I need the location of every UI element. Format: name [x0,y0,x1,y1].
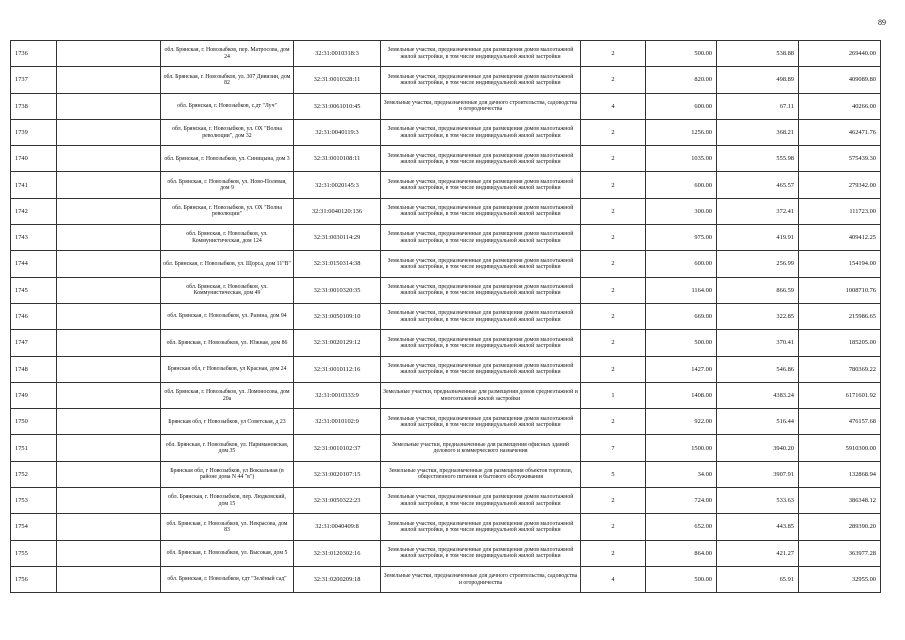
table-row [11,172,881,198]
row-number: 1744 [11,251,57,277]
usage-group-cell: 2 [581,198,646,224]
cadastral-number-cell: 32:31:0020107:15 [294,461,381,487]
area-cell: 1256.00 [646,119,717,145]
unit-value-cell: 421.27 [717,540,799,566]
usage-type-cell: Земельные участки, предназначенные для размещения домов малоэтажной жилой застройки, в том числе индивидуальной жилой застройки [381,540,581,566]
cadastral-number-cell: 32:31:0040119:3 [294,119,381,145]
row-number: 1756 [11,566,57,592]
address-cell: обл. Брянская, г. Новозыбков, пер. Матросова, дом 24 [161,41,294,67]
row-number: 1741 [11,172,57,198]
address-cell: обл. Брянская, г. Новозыбков, ул. Коммунистическая, дом 124 [161,225,294,251]
row-number: 1742 [11,198,57,224]
row-number: 1743 [11,225,57,251]
blank-cell [57,382,161,408]
address-cell: обл. Брянская, г. Новозыбков, ул. Высокая, дом 5 [161,540,294,566]
usage-type-cell: Земельные участки, предназначенные для размещения домов малоэтажной жилой застройки, в том числе индивидуальной жилой застройки [381,172,581,198]
usage-type-cell: Земельные участки, предназначенные для размещения домов малоэтажной жилой застройки, в том числе индивидуальной жилой застройки [381,303,581,329]
usage-group-cell: 2 [581,540,646,566]
area-cell: 820.00 [646,67,717,93]
usage-group-cell: 2 [581,409,646,435]
row-number: 1751 [11,435,57,461]
blank-cell [57,146,161,172]
cadastral-value-cell: 154194.00 [799,251,881,277]
unit-value-cell: 555.98 [717,146,799,172]
cadastral-value-cell: 40266.00 [799,93,881,119]
table-row [11,198,881,224]
area-cell: 975.00 [646,225,717,251]
row-number: 1747 [11,330,57,356]
cadastral-number-cell: 32:31:0010102:37 [294,435,381,461]
address-cell: обл. Брянская, г. Новозыбков, ул. ОХ "Волна революции" [161,198,294,224]
table-row [11,41,881,67]
area-cell: 724.00 [646,488,717,514]
usage-type-cell: Земельные участки, предназначенные для дачного строительства, садоводства и огородничества [381,566,581,592]
cadastral-number-cell: 32:31:0120302:16 [294,540,381,566]
table-row [11,566,881,592]
row-number: 1753 [11,488,57,514]
table-row [11,330,881,356]
table-row [11,146,881,172]
address-cell: обл. Брянская, г. Новозыбков, ул. 307 Дивизии, дом 82 [161,67,294,93]
address-cell: обл. Брянская, г. Новозыбков, ул. Южная, дом 86 [161,330,294,356]
table-row [11,409,881,435]
area-cell: 500.00 [646,41,717,67]
cadastral-value-cell: 32955.00 [799,566,881,592]
table-row [11,93,881,119]
usage-group-cell: 4 [581,93,646,119]
row-number: 1745 [11,277,57,303]
table-row [11,382,881,408]
area-cell: 34.00 [646,461,717,487]
cadastral-number-cell: 32:31:0020145:3 [294,172,381,198]
cadastral-number-cell: 32:31:0061010:45 [294,93,381,119]
usage-type-cell: Земельные участки, предназначенные для размещения домов среднеэтажной и многоэтажной жилой застройки [381,382,581,408]
blank-cell [57,303,161,329]
area-cell: 600.00 [646,251,717,277]
cadastral-value-cell: 1008710.76 [799,277,881,303]
blank-cell [57,488,161,514]
usage-type-cell: Земельные участки, предназначенные для размещения домов малоэтажной жилой застройки, в том числе индивидуальной жилой застройки [381,251,581,277]
usage-type-cell: Земельные участки, предназначенные для размещения домов малоэтажной жилой застройки, в том числе индивидуальной жилой застройки [381,41,581,67]
cadastral-number-cell: 32:31:0010102:9 [294,409,381,435]
cadastral-value-cell: 5910300.00 [799,435,881,461]
address-cell: обл. Брянская, г. Новозыбков, ул. Наримановская, дом 35 [161,435,294,461]
unit-value-cell: 866.59 [717,277,799,303]
area-cell: 1035.00 [646,146,717,172]
usage-type-cell: Земельные участки, предназначенные для размещения объектов торговли, общественного питания и бытового обслуживания [381,461,581,487]
area-cell: 652.00 [646,514,717,540]
cadastral-value-cell: 6171601.92 [799,382,881,408]
area-cell: 669.00 [646,303,717,329]
area-cell: 600.00 [646,172,717,198]
table-body [11,41,881,593]
address-cell: Брянская обл, г Новозыбков, ул Красная, дом 24 [161,356,294,382]
unit-value-cell: 465.57 [717,172,799,198]
usage-group-cell: 2 [581,251,646,277]
table-row [11,435,881,461]
usage-group-cell: 2 [581,146,646,172]
cadastral-number-cell: 32:31:0010318:3 [294,41,381,67]
cadastral-value-cell: 476157.68 [799,409,881,435]
usage-group-cell: 2 [581,67,646,93]
cadastral-value-cell: 279342.00 [799,172,881,198]
unit-value-cell: 65.91 [717,566,799,592]
blank-cell [57,566,161,592]
blank-cell [57,435,161,461]
usage-group-cell: 1 [581,382,646,408]
blank-cell [57,172,161,198]
address-cell: обл. Брянская, г. Новозыбков, сдт "Зелёный сад" [161,566,294,592]
cadastral-value-cell: 269440.00 [799,41,881,67]
page-number: 89 [878,18,886,27]
cadastral-value-cell: 185205.00 [799,330,881,356]
unit-value-cell: 370.41 [717,330,799,356]
table-row [11,67,881,93]
cadastral-number-cell: 32:31:0010320:35 [294,277,381,303]
cadastral-number-cell: 32:31:0010108:11 [294,146,381,172]
area-cell: 1408.00 [646,382,717,408]
address-cell: обл. Брянская, г. Новозыбков, ул. Некрасова, дом 83 [161,514,294,540]
cadastral-value-cell: 215986.65 [799,303,881,329]
area-cell: 600.00 [646,93,717,119]
row-number: 1738 [11,93,57,119]
usage-type-cell: Земельные участки, предназначенные для размещения домов малоэтажной жилой застройки, в том числе индивидуальной жилой застройки [381,356,581,382]
table-row [11,356,881,382]
address-cell: обл. Брянская, г. Новозыбков, ул. ОХ "Волна революции", дом 32 [161,119,294,145]
row-number: 1748 [11,356,57,382]
unit-value-cell: 372.41 [717,198,799,224]
usage-group-cell: 2 [581,514,646,540]
table-row [11,251,881,277]
usage-type-cell: Земельные участки, предназначенные для размещения домов малоэтажной жилой застройки, в том числе индивидуальной жилой застройки [381,198,581,224]
cadastral-number-cell: 32:31:0010333:9 [294,382,381,408]
blank-cell [57,198,161,224]
unit-value-cell: 67.11 [717,93,799,119]
blank-cell [57,93,161,119]
blank-cell [57,225,161,251]
usage-type-cell: Земельные участки, предназначенные для размещения домов малоэтажной жилой застройки, в том числе индивидуальной жилой застройки [381,409,581,435]
cadastral-number-cell: 32:31:0010112:16 [294,356,381,382]
usage-group-cell: 2 [581,488,646,514]
blank-cell [57,461,161,487]
area-cell: 1500.00 [646,435,717,461]
cadastral-value-cell: 132868.94 [799,461,881,487]
blank-cell [57,277,161,303]
area-cell: 922.00 [646,409,717,435]
table-row [11,277,881,303]
cadastral-number-cell: 32:31:0050322:23 [294,488,381,514]
blank-cell [57,41,161,67]
address-cell: обл. Брянская, г. Новозыбков, пер. Людковский, дом 15 [161,488,294,514]
cadastral-number-cell: 32:31:0010328:11 [294,67,381,93]
address-cell: Брянская обл, г Новозыбков, ул Советская, д 23 [161,409,294,435]
row-number: 1752 [11,461,57,487]
cadastral-value-cell: 363977.28 [799,540,881,566]
usage-type-cell: Земельные участки, предназначенные для размещения домов малоэтажной жилой застройки, в том числе индивидуальной жилой застройки [381,514,581,540]
blank-cell [57,540,161,566]
row-number: 1737 [11,67,57,93]
address-cell: обл. Брянская, г. Новозыбков, ул. Ломоносова, дом 20а [161,382,294,408]
cadastral-value-cell: 289390.20 [799,514,881,540]
usage-type-cell: Земельные участки, предназначенные для размещения домов малоэтажной жилой застройки, в том числе индивидуальной жилой застройки [381,67,581,93]
usage-group-cell: 4 [581,566,646,592]
unit-value-cell: 516.44 [717,409,799,435]
unit-value-cell: 368.21 [717,119,799,145]
table-row [11,225,881,251]
usage-group-cell: 2 [581,119,646,145]
usage-group-cell: 2 [581,356,646,382]
usage-type-cell: Земельные участки, предназначенные для размещения офисных зданий делового и коммерческого назначения [381,435,581,461]
usage-type-cell: Земельные участки, предназначенные для размещения домов малоэтажной жилой застройки, в том числе индивидуальной жилой застройки [381,146,581,172]
table-row [11,461,881,487]
area-cell: 1427.00 [646,356,717,382]
land-register-table [10,40,881,593]
usage-group-cell: 5 [581,461,646,487]
usage-group-cell: 2 [581,277,646,303]
unit-value-cell: 3940.20 [717,435,799,461]
blank-cell [57,409,161,435]
usage-group-cell: 2 [581,330,646,356]
area-cell: 864.00 [646,540,717,566]
blank-cell [57,330,161,356]
area-cell: 500.00 [646,566,717,592]
row-number: 1746 [11,303,57,329]
unit-value-cell: 4383.24 [717,382,799,408]
usage-group-cell: 2 [581,303,646,329]
usage-type-cell: Земельные участки, предназначенные для дачного строительства, садоводства и огородничества [381,93,581,119]
unit-value-cell: 3907.91 [717,461,799,487]
cadastral-number-cell: 32:31:0030114:29 [294,225,381,251]
unit-value-cell: 322.85 [717,303,799,329]
usage-group-cell: 7 [581,435,646,461]
blank-cell [57,251,161,277]
cadastral-value-cell: 111723.00 [799,198,881,224]
area-cell: 1164.00 [646,277,717,303]
usage-group-cell: 2 [581,41,646,67]
address-cell: Брянская обл, г Новозыбков, ул Вокзальная (в районе дома N 44 "в") [161,461,294,487]
blank-cell [57,119,161,145]
cadastral-value-cell: 575439.30 [799,146,881,172]
row-number: 1754 [11,514,57,540]
cadastral-value-cell: 409412.25 [799,225,881,251]
table-row [11,303,881,329]
blank-cell [57,67,161,93]
address-cell: обл. Брянская, г. Новозыбков, ул. Разина, дом 94 [161,303,294,329]
blank-cell [57,514,161,540]
cadastral-value-cell: 409089.80 [799,67,881,93]
cadastral-number-cell: 32:31:0150314:38 [294,251,381,277]
row-number: 1740 [11,146,57,172]
row-number: 1749 [11,382,57,408]
cadastral-number-cell: 32:31:0020129:12 [294,330,381,356]
table-row [11,540,881,566]
cadastral-number-cell: 32:31:0050109:10 [294,303,381,329]
usage-type-cell: Земельные участки, предназначенные для размещения домов малоэтажной жилой застройки, в том числе индивидуальной жилой застройки [381,277,581,303]
table-row [11,119,881,145]
area-cell: 500.00 [646,330,717,356]
table-row [11,514,881,540]
row-number: 1736 [11,41,57,67]
unit-value-cell: 538.88 [717,41,799,67]
unit-value-cell: 533.63 [717,488,799,514]
area-cell: 300.00 [646,198,717,224]
address-cell: обл. Брянская, г. Новозыбков, ул. Щорса, дом 11"В" [161,251,294,277]
cadastral-number-cell: 32:31:0040120:136 [294,198,381,224]
unit-value-cell: 256.99 [717,251,799,277]
address-cell: обл. Брянская, г. Новозыбков, с.дт "Луч" [161,93,294,119]
usage-type-cell: Земельные участки, предназначенные для размещения домов малоэтажной жилой застройки, в том числе индивидуальной жилой застройки [381,225,581,251]
cadastral-number-cell: 32:31:0040409:8 [294,514,381,540]
unit-value-cell: 443.85 [717,514,799,540]
unit-value-cell: 546.86 [717,356,799,382]
row-number: 1755 [11,540,57,566]
usage-type-cell: Земельные участки, предназначенные для размещения домов малоэтажной жилой застройки, в том числе индивидуальной жилой застройки [381,330,581,356]
address-cell: обл. Брянская, г. Новозыбков, ул. Коммунистическая, дом 49 [161,277,294,303]
address-cell: обл. Брянская, г. Новозыбков, ул. Синицына, дом 3 [161,146,294,172]
cadastral-value-cell: 462471.76 [799,119,881,145]
cadastral-number-cell: 32:31:0200209:18 [294,566,381,592]
usage-group-cell: 2 [581,172,646,198]
unit-value-cell: 419.91 [717,225,799,251]
table-row [11,488,881,514]
unit-value-cell: 498.89 [717,67,799,93]
cadastral-value-cell: 780369.22 [799,356,881,382]
row-number: 1750 [11,409,57,435]
usage-type-cell: Земельные участки, предназначенные для размещения домов малоэтажной жилой застройки, в том числе индивидуальной жилой застройки [381,488,581,514]
cadastral-value-cell: 386348.12 [799,488,881,514]
blank-cell [57,356,161,382]
address-cell: обл. Брянская, г. Новозыбков, ул. Ново-Полевая, дом 9 [161,172,294,198]
row-number: 1739 [11,119,57,145]
usage-type-cell: Земельные участки, предназначенные для размещения домов малоэтажной жилой застройки, в том числе индивидуальной жилой застройки [381,119,581,145]
usage-group-cell: 2 [581,225,646,251]
